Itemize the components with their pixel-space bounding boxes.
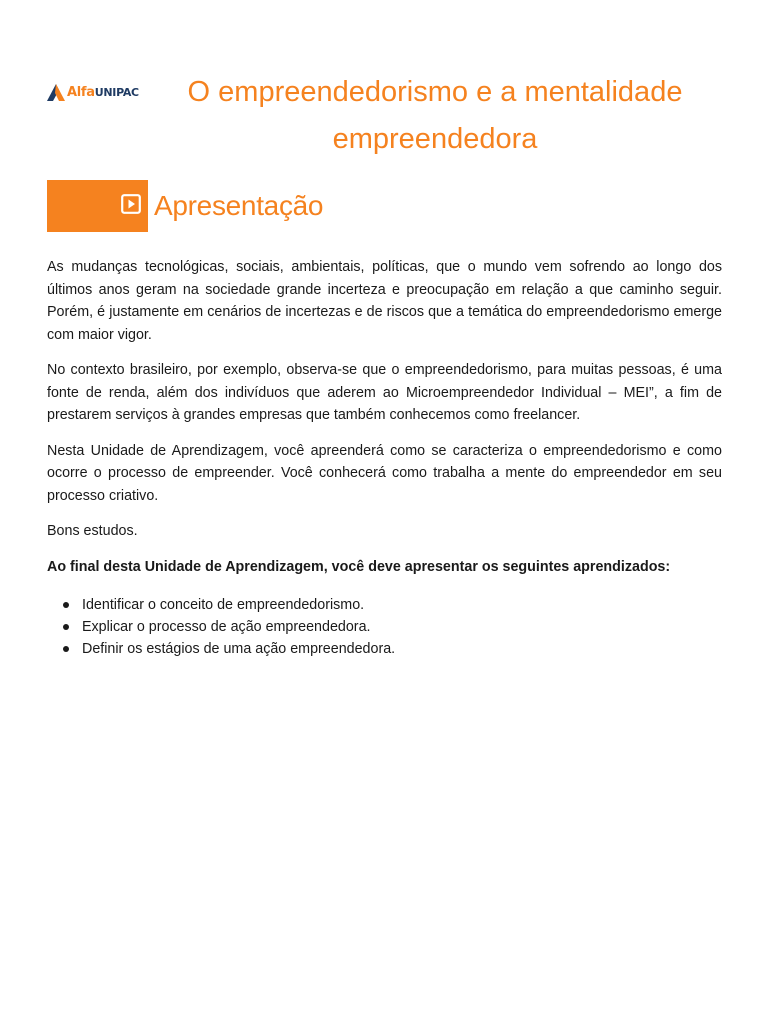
list-item: Definir os estágios de uma ação empreendedora. xyxy=(82,638,722,660)
play-icon xyxy=(121,194,141,214)
alfa-unipac-logo xyxy=(47,83,139,101)
content-body xyxy=(47,256,722,660)
logo-unipac-text: UNIPAC xyxy=(94,85,139,99)
logo-alfa-text: Alfa xyxy=(67,84,95,100)
list-item: Identificar o conceito de empreendedorismo. xyxy=(82,594,722,616)
objectives-list xyxy=(47,594,722,660)
section-accent-bar xyxy=(47,180,148,232)
logo-mark-icon xyxy=(47,83,65,101)
page-title: O empreendedorismo e a mentalidade empreendedora xyxy=(187,76,683,156)
context-paragraph: No contexto brasileiro, por exemplo, observa-se que o empreendedorismo, para muitas pessoas, é uma fonte de renda, além dos indivíduos que aderem ao Microempreendedor Individual – MEI”, a fim de prestarem serviços à grandes empresas que também conhecemos como freelancer. xyxy=(47,362,722,423)
objectives-heading: Ao final desta Unidade de Aprendizagem, você deve apresentar os seguintes aprendizados: xyxy=(47,558,671,575)
intro-paragraph: As mudanças tecnológicas, sociais, ambientais, políticas, que o mundo vem sofrendo ao longo dos últimos anos geram na sociedade grande incerteza e preocupação em relação a que caminho seguir. Porém, é justamente em cenários de incertezas e de riscos que a temática do empreendedorismo emerge com maior vigor. xyxy=(47,259,722,343)
list-item: Explicar o processo de ação empreendedora. xyxy=(82,616,722,638)
closing-paragraph: Bons estudos. xyxy=(47,523,138,539)
unit-paragraph: Nesta Unidade de Aprendizagem, você apreenderá como se caracteriza o empreendedorismo e como ocorre o processo de empreender. Você conhecerá como trabalha a mente do empreendedor em seu processo criativo. xyxy=(47,442,722,504)
section-title: Apresentação xyxy=(154,190,324,221)
section-header xyxy=(47,180,323,232)
